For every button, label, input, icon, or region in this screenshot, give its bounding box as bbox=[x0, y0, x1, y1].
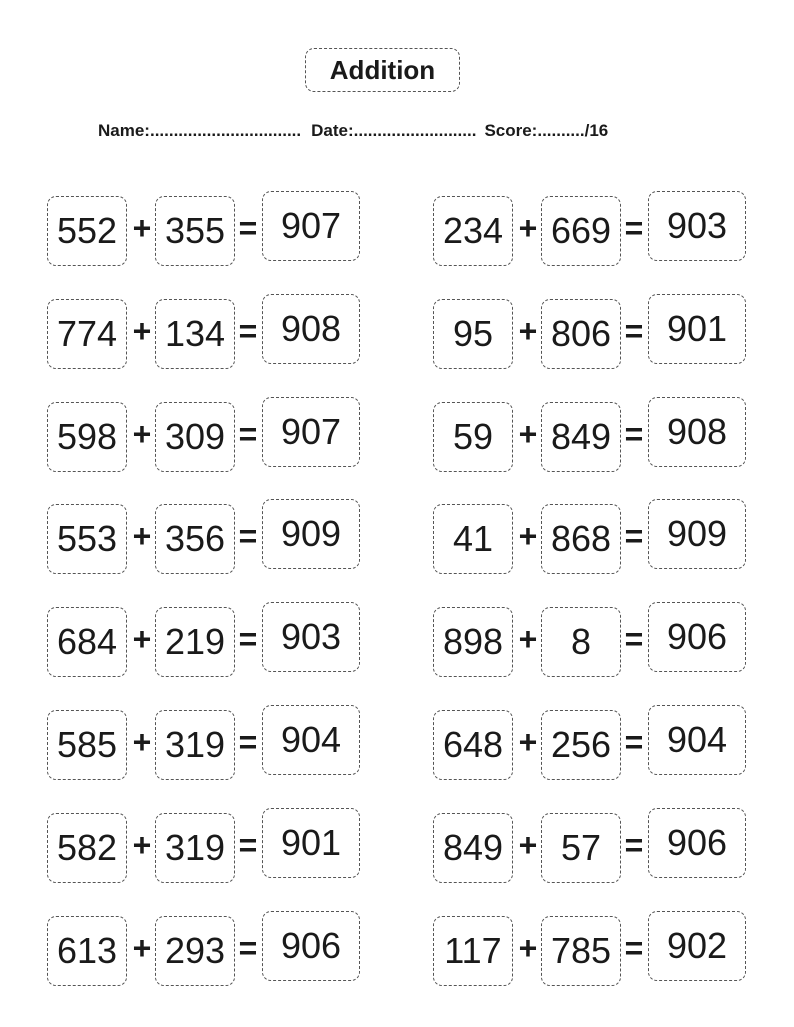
equals-sign: = bbox=[238, 827, 258, 863]
plus-sign: + bbox=[132, 518, 152, 554]
date-field[interactable] bbox=[311, 121, 476, 141]
addend-box: 648 bbox=[433, 710, 513, 780]
addend-box: 849 bbox=[541, 402, 621, 472]
equals-sign: = bbox=[238, 621, 258, 657]
addend-box: 117 bbox=[433, 916, 513, 986]
addend-box: 356 bbox=[155, 504, 235, 574]
date-label: Date: bbox=[311, 121, 354, 140]
sum-answer-box[interactable]: 908 bbox=[648, 397, 746, 467]
addend-box: 355 bbox=[155, 196, 235, 266]
plus-sign: + bbox=[132, 930, 152, 966]
problem-row bbox=[47, 297, 367, 369]
plus-sign: + bbox=[132, 416, 152, 452]
sum-answer-box[interactable]: 909 bbox=[648, 499, 746, 569]
addend-box: 684 bbox=[47, 607, 127, 677]
addend-box: 598 bbox=[47, 402, 127, 472]
addend-box: 234 bbox=[433, 196, 513, 266]
plus-sign: + bbox=[518, 313, 538, 349]
score-field[interactable] bbox=[484, 121, 608, 141]
name-blank: ................................ bbox=[149, 121, 302, 140]
problem-row bbox=[433, 297, 753, 369]
problem-row bbox=[47, 400, 367, 472]
score-total: /16 bbox=[584, 121, 609, 140]
name-field[interactable] bbox=[98, 121, 301, 141]
plus-sign: + bbox=[132, 313, 152, 349]
equals-sign: = bbox=[238, 313, 258, 349]
sum-answer-box[interactable]: 906 bbox=[648, 808, 746, 878]
sum-answer-box[interactable]: 907 bbox=[262, 397, 360, 467]
addend-box: 319 bbox=[155, 710, 235, 780]
sum-answer-box[interactable]: 909 bbox=[262, 499, 360, 569]
sum-answer-box[interactable]: 904 bbox=[262, 705, 360, 775]
addend-box: 553 bbox=[47, 504, 127, 574]
problem-row bbox=[433, 708, 753, 780]
sum-answer-box[interactable]: 906 bbox=[262, 911, 360, 981]
plus-sign: + bbox=[518, 724, 538, 760]
addend-box: 552 bbox=[47, 196, 127, 266]
equals-sign: = bbox=[238, 930, 258, 966]
problem-row bbox=[47, 811, 367, 883]
addend-box: 309 bbox=[155, 402, 235, 472]
plus-sign: + bbox=[518, 210, 538, 246]
worksheet-title: Addition bbox=[305, 48, 460, 92]
sum-answer-box[interactable]: 906 bbox=[648, 602, 746, 672]
addend-box: 41 bbox=[433, 504, 513, 574]
addend-box: 669 bbox=[541, 196, 621, 266]
equals-sign: = bbox=[624, 930, 644, 966]
problem-row bbox=[433, 605, 753, 677]
addend-box: 219 bbox=[155, 607, 235, 677]
equals-sign: = bbox=[238, 518, 258, 554]
addend-box: 8 bbox=[541, 607, 621, 677]
score-label: Score: bbox=[484, 121, 538, 140]
sum-answer-box[interactable]: 902 bbox=[648, 911, 746, 981]
plus-sign: + bbox=[518, 518, 538, 554]
sum-answer-box[interactable]: 908 bbox=[262, 294, 360, 364]
addend-box: 774 bbox=[47, 299, 127, 369]
problem-row bbox=[433, 811, 753, 883]
plus-sign: + bbox=[518, 416, 538, 452]
sum-answer-box[interactable]: 901 bbox=[648, 294, 746, 364]
plus-sign: + bbox=[518, 621, 538, 657]
equals-sign: = bbox=[624, 416, 644, 452]
equals-sign: = bbox=[624, 518, 644, 554]
addend-box: 806 bbox=[541, 299, 621, 369]
equals-sign: = bbox=[624, 210, 644, 246]
problem-row bbox=[433, 400, 753, 472]
plus-sign: + bbox=[132, 210, 152, 246]
problem-row bbox=[433, 914, 753, 986]
name-label: Name: bbox=[98, 121, 150, 140]
sum-answer-box[interactable]: 903 bbox=[262, 602, 360, 672]
problem-row bbox=[47, 605, 367, 677]
equals-sign: = bbox=[238, 416, 258, 452]
equals-sign: = bbox=[624, 827, 644, 863]
sum-answer-box[interactable]: 903 bbox=[648, 191, 746, 261]
plus-sign: + bbox=[518, 827, 538, 863]
addend-box: 898 bbox=[433, 607, 513, 677]
date-blank: .......................... bbox=[353, 121, 477, 140]
addend-box: 582 bbox=[47, 813, 127, 883]
sum-answer-box[interactable]: 904 bbox=[648, 705, 746, 775]
addend-box: 319 bbox=[155, 813, 235, 883]
plus-sign: + bbox=[132, 827, 152, 863]
addend-box: 785 bbox=[541, 916, 621, 986]
problem-row bbox=[433, 194, 753, 266]
addend-box: 95 bbox=[433, 299, 513, 369]
equals-sign: = bbox=[238, 724, 258, 760]
equals-sign: = bbox=[624, 621, 644, 657]
worksheet-header bbox=[98, 120, 718, 142]
equals-sign: = bbox=[624, 313, 644, 349]
addend-box: 293 bbox=[155, 916, 235, 986]
plus-sign: + bbox=[132, 621, 152, 657]
problem-row bbox=[47, 914, 367, 986]
addend-box: 256 bbox=[541, 710, 621, 780]
problem-row bbox=[433, 502, 753, 574]
problem-row bbox=[47, 194, 367, 266]
plus-sign: + bbox=[518, 930, 538, 966]
addend-box: 868 bbox=[541, 504, 621, 574]
addend-box: 613 bbox=[47, 916, 127, 986]
plus-sign: + bbox=[132, 724, 152, 760]
addend-box: 134 bbox=[155, 299, 235, 369]
addend-box: 585 bbox=[47, 710, 127, 780]
addend-box: 849 bbox=[433, 813, 513, 883]
sum-answer-box[interactable]: 907 bbox=[262, 191, 360, 261]
problem-row bbox=[47, 708, 367, 780]
addend-box: 59 bbox=[433, 402, 513, 472]
addend-box: 57 bbox=[541, 813, 621, 883]
equals-sign: = bbox=[238, 210, 258, 246]
problem-row bbox=[47, 502, 367, 574]
equals-sign: = bbox=[624, 724, 644, 760]
sum-answer-box[interactable]: 901 bbox=[262, 808, 360, 878]
score-blank: .......... bbox=[537, 121, 585, 140]
